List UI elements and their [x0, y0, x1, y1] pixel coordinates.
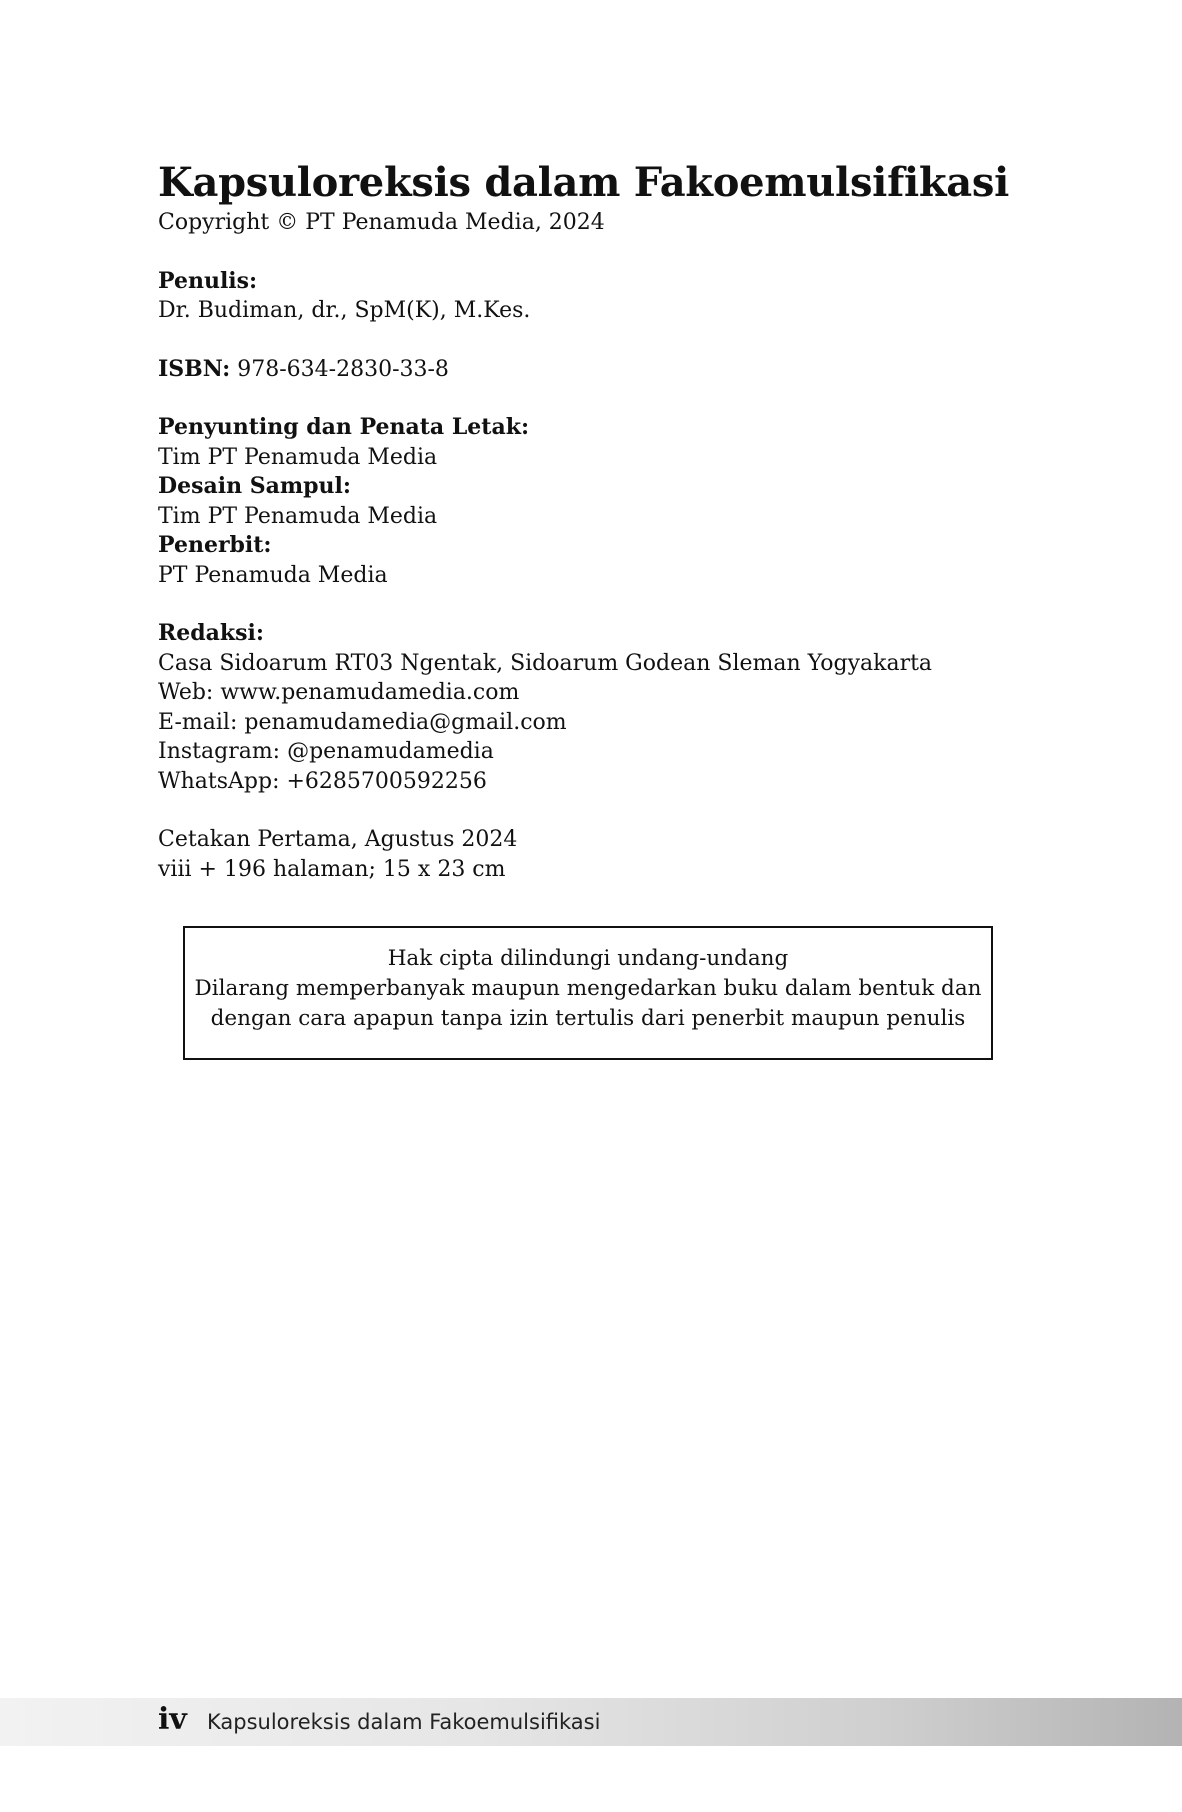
publisher-label: Penerbit:	[158, 532, 272, 558]
spacer	[158, 326, 1038, 355]
spacer	[158, 796, 1038, 825]
notice-line-3: dengan cara apapun tanpa izin tertulis dari penerbit maupun penulis	[210, 1006, 966, 1031]
edition-printing: Cetakan Pertama, Agustus 2024	[158, 827, 518, 852]
isbn-label: ISBN:	[158, 355, 231, 382]
copyright-page	[158, 158, 1038, 884]
copyright-line: Copyright © PT Penamuda Media, 2024	[158, 210, 605, 235]
spacer	[158, 384, 1038, 413]
author-label: Penulis:	[158, 267, 258, 294]
edition-pages: viii + 196 halaman; 15 x 23 cm	[158, 856, 506, 882]
footer-page-number: iv	[158, 1702, 187, 1737]
redaksi-address: Casa Sidoarum RT03 Ngentak, Sidoarum Godean Sleman Yogyakarta	[158, 650, 933, 676]
publisher-value: PT Penamuda Media	[158, 562, 388, 588]
isbn-line	[158, 355, 1038, 385]
redaksi-whatsapp: WhatsApp: +6285700592256	[158, 768, 487, 794]
isbn-value: 978-634-2830-33-8	[230, 356, 449, 382]
redaksi-web: Web: www.penamudamedia.com	[158, 680, 520, 705]
spacer	[158, 590, 1038, 619]
cover-value: Tim PT Penamuda Media	[158, 503, 438, 529]
footer-running-title: Kapsuloreksis dalam Fakoemulsifikasi	[207, 1710, 601, 1734]
spacer	[158, 238, 1038, 267]
editor-label: Penyunting dan Penata Letak:	[158, 414, 530, 440]
author-value: Dr. Budiman, dr., SpM(K), M.Kes.	[158, 298, 531, 323]
book-title: Kapsuloreksis dalam Fakoemulsifikasi	[158, 159, 1010, 206]
redaksi-label: Redaksi:	[158, 620, 265, 646]
redaksi-email: E-mail: penamudamedia@gmail.com	[158, 709, 567, 735]
notice-line-1: Hak cipta dilindungi undang-undang	[387, 946, 789, 971]
redaksi-instagram: Instagram: @penamudamedia	[158, 739, 494, 764]
cover-label: Desain Sampul:	[158, 473, 352, 499]
editor-value: Tim PT Penamuda Media	[158, 444, 438, 470]
notice-line-2: Dilarang memperbanyak maupun mengedarkan buku dalam bentuk dan	[194, 976, 982, 1001]
copyright-notice-box	[183, 926, 993, 1060]
